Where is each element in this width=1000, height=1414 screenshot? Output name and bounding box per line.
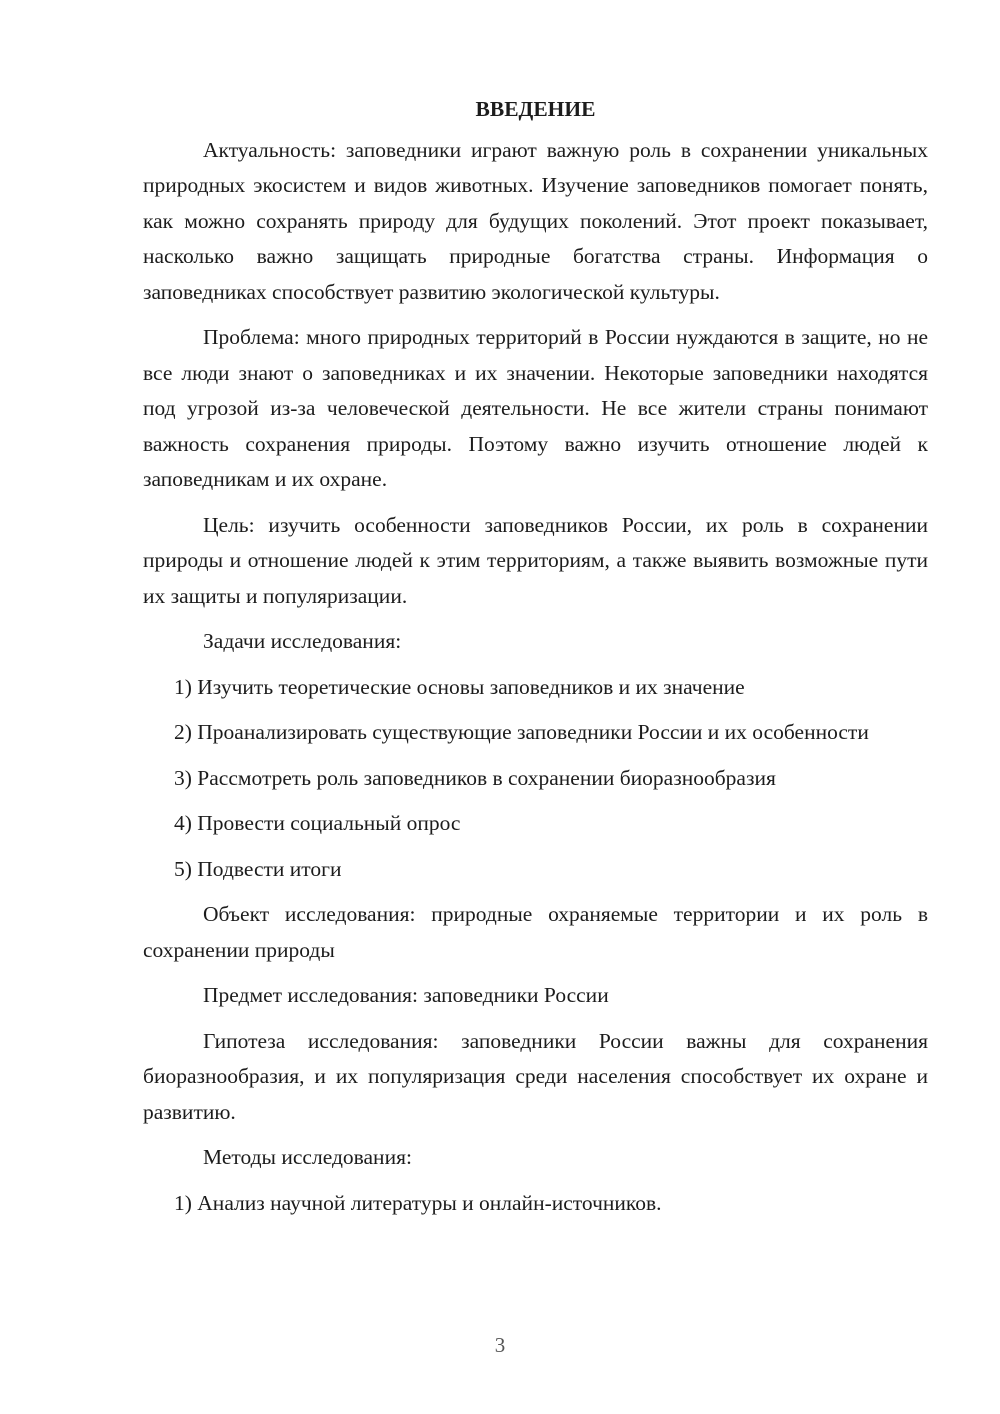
- paragraph-problem: Проблема: много природных территорий в России нуждаются в защите, но не все люди знают о заповедниках и их значении. Некоторые заповедники находятся под угрозой из-за человеческой деятельности. Не все жители страны понимают важность сохранения природы. Поэтому важно изучить отношение людей к заповедникам и их охране.: [143, 325, 928, 491]
- task-item-3: 3) Рассмотреть роль заповедников в сохранении биоразнообразия: [174, 765, 776, 790]
- task-item-4: 4) Провести социальный опрос: [174, 811, 461, 835]
- section-title: ВВЕДЕНИЕ: [475, 97, 596, 121]
- page-number: 3: [494, 1333, 506, 1357]
- paragraph-goal: Цель: изучить особенности заповедников России, их роль в сохранении природы и отношение людей к этим территориям, а также выявить возможные пути их защиты и популяризации.: [143, 512, 928, 608]
- task-item-2: 2) Проанализировать существующие заповедники России и их особенности: [174, 720, 869, 744]
- paragraph-object: Объект исследования: природные охраняемые территории и их роль в сохранении природы: [143, 902, 928, 962]
- document-page: [143, 92, 928, 1231]
- paragraph-hypothesis: Гипотеза исследования: заповедники России важны для сохранения биоразнообразия, и их популяризация среди населения способствует их охране и развитию.: [143, 1028, 928, 1124]
- paragraph-relevance: Актуальность: заповедники играют важную роль в сохранении уникальных природных экосистем и видов животных. Изучение заповедников помогает понять, как можно сохранять природу для будущих поколений. Этот проект показывает, насколько важно защищать природные богатства страны. Информация о заповедниках способствует развитию экологической культуры.: [143, 137, 928, 304]
- paragraph-subject: Предмет исследования: заповедники России: [203, 983, 609, 1007]
- task-item-5: 5) Подвести итоги: [174, 856, 342, 881]
- task-item-1: 1) Изучить теоретические основы заповедников и их значение: [174, 674, 745, 699]
- tasks-heading: Задачи исследования:: [203, 629, 402, 653]
- methods-heading: Методы исследования:: [203, 1145, 412, 1169]
- method-item-1: 1) Анализ научной литературы и онлайн-источников.: [174, 1190, 662, 1215]
